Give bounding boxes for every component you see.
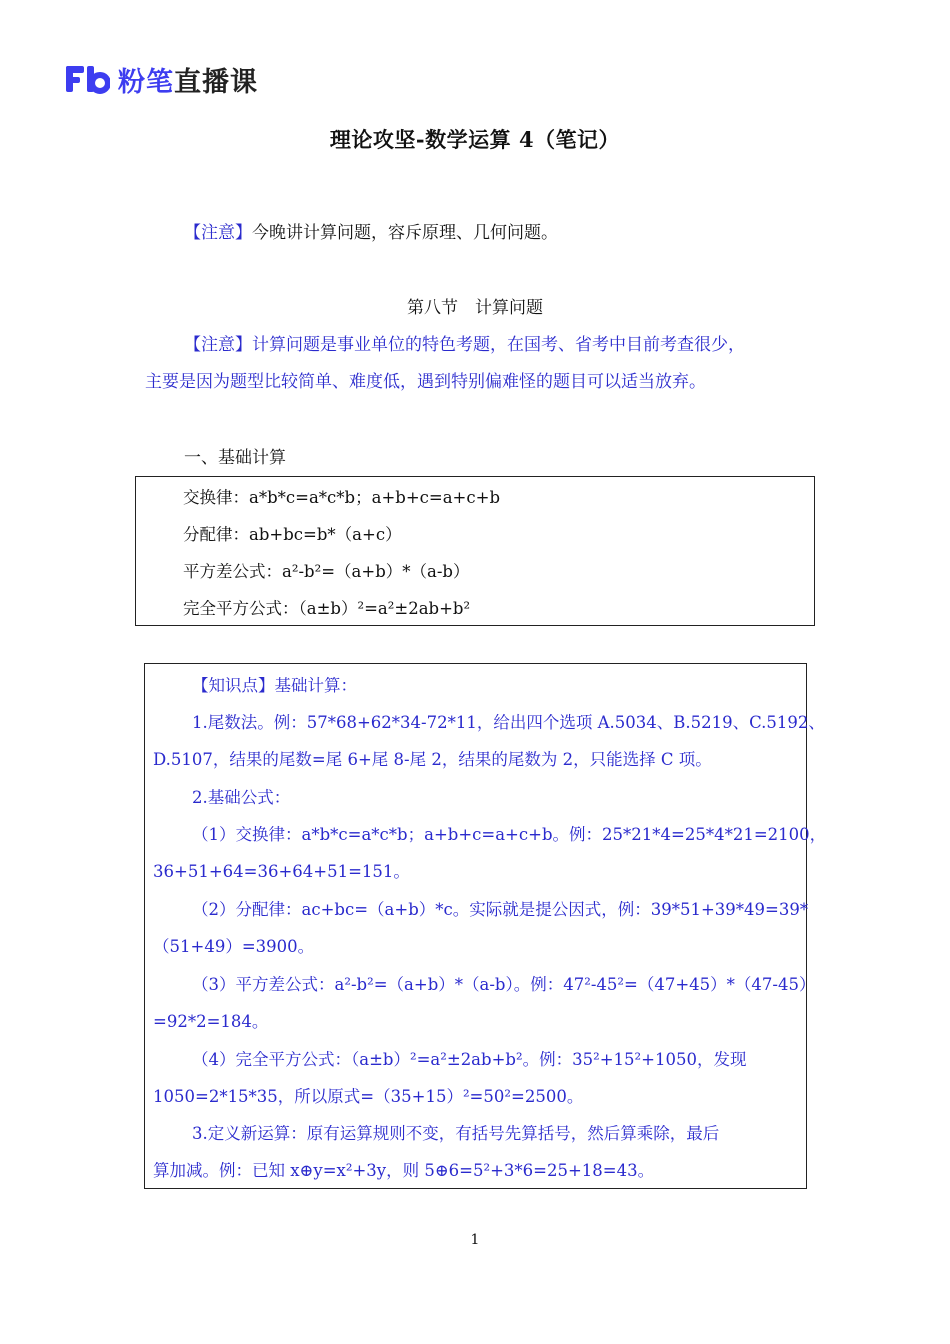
brand-name: 粉笔直播课	[118, 66, 258, 98]
knowledge-line: （4）完全平方公式：（a±b）²=a²±2ab+b²。例：35²+15²+1050，发现	[192, 1050, 747, 1069]
subsection-heading: 一、基础计算	[184, 448, 286, 468]
knowledge-box	[144, 663, 827, 1189]
notice-text: 今晚讲计算问题，容斥原理、几何问题。	[252, 223, 558, 243]
knowledge-line: （51+49）=3900。	[153, 937, 315, 956]
knowledge-line: 3.定义新运算：原有运算规则不变，有括号先算括号，然后算乘除，最后	[192, 1124, 720, 1143]
knowledge-line: 1050=2*15*35，所以原式=（35+15）²=50²=2500。	[153, 1087, 584, 1106]
page-number: 1	[470, 1232, 480, 1248]
knowledge-line: D.5107，结果的尾数=尾 6+尾 8-尾 2，结果的尾数为 2，只能选择 C 项。	[153, 750, 712, 769]
knowledge-line: 算加减。例：已知 x⊕y=x²+3y，则 5⊕6=5²+3*6=25+18=43。	[153, 1161, 655, 1180]
formula-commutative: 交换律：a*b*c=a*c*b；a+b+c=a+c+b	[183, 488, 501, 507]
knowledge-line: =92*2=184。	[153, 1012, 269, 1031]
knowledge-line: （3）平方差公式：a²-b²=（a+b）*（a-b）。例：47²-45²=（47+45）*（47-45）	[192, 975, 816, 994]
brand-logo	[66, 62, 258, 96]
knowledge-line: 2.基础公式：	[192, 788, 291, 807]
knowledge-header: 【知识点】基础计算：	[192, 676, 357, 695]
knowledge-line: 1.尾数法。例：57*68+62*34-72*11，给出四个选项 A.5034、B.5219、C.5192、	[192, 713, 825, 732]
notice-calc-line1: 【注意】计算问题是事业单位的特色考题，在国考、省考中目前考查很少，	[184, 335, 745, 355]
formula-box	[135, 476, 815, 626]
notice-tag: 【注意】	[184, 223, 252, 243]
formula-distributive: 分配律：ab+bc=b*（a+c）	[183, 525, 402, 544]
section-title: 第八节 计算问题	[407, 298, 543, 318]
knowledge-line: 36+51+64=36+64+51=151。	[153, 862, 410, 881]
formula-difference-of-squares: 平方差公式：a²-b²=（a+b）*（a-b）	[183, 562, 470, 581]
fb-logo-icon	[66, 64, 110, 94]
notice-intro	[184, 215, 558, 252]
knowledge-line: （2）分配律：ac+bc=（a+b）*c。实际就是提公因式，例：39*51+39*49=39*	[192, 900, 809, 919]
formula-perfect-square: 完全平方公式：（a±b）²=a²±2ab+b²	[183, 599, 471, 618]
page-title: 理论攻坚-数学运算 4（笔记）	[329, 127, 621, 152]
notice-calc-line2: 主要是因为题型比较简单、难度低，遇到特别偏难怪的题目可以适当放弃。	[145, 372, 706, 392]
knowledge-line: （1）交换律：a*b*c=a*c*b；a+b+c=a+c+b。例：25*21*4=25*4*21=2100，	[192, 825, 827, 844]
